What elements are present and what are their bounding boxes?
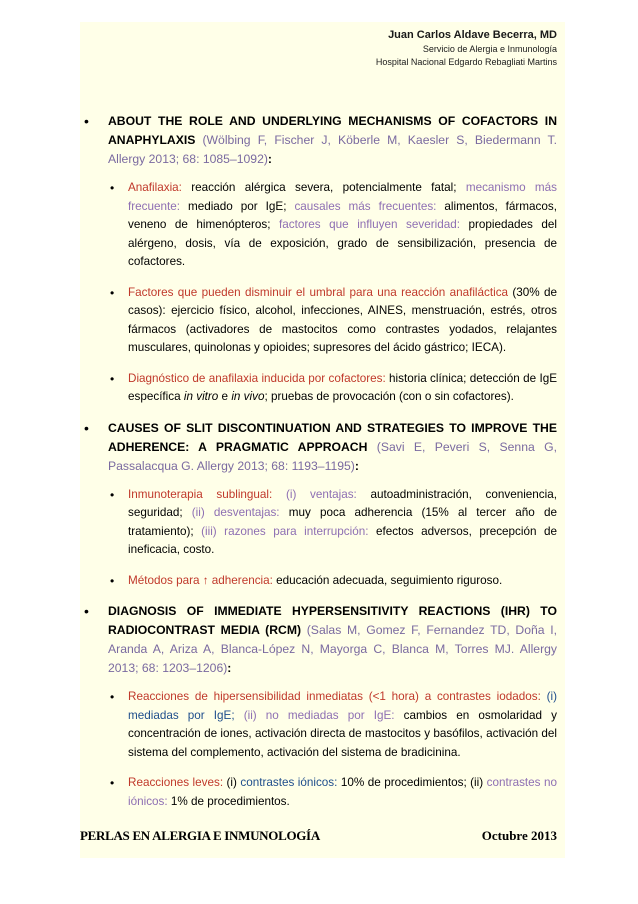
point-text: causales más frecuentes: <box>294 199 437 213</box>
article-section <box>80 112 565 407</box>
point-text: efectos adversos, precepción de ineficacia, costo. <box>128 524 557 556</box>
point-text: (i) ventajas: <box>272 487 357 501</box>
section-items <box>108 688 557 811</box>
article-section <box>80 602 565 811</box>
section-bullet: • <box>84 419 89 436</box>
point-text: 1% de procedimientos. <box>167 794 290 808</box>
point-text: historia clínica; detección de IgE específica <box>128 371 557 403</box>
point-bullet: • <box>110 690 115 704</box>
article-section <box>80 419 565 591</box>
point-text: autoadministración, conveniencia, seguridad; <box>128 487 557 519</box>
point-text: Reacciones de hipersensibilidad inmediatas (<1 hora) a contrastes iodados: <box>128 690 541 703</box>
point-bullet: • <box>110 573 115 588</box>
point-bullet: • <box>110 371 115 386</box>
author-hospital: Hospital Nacional Edgardo Rebagliati Martins <box>375 57 557 67</box>
section-title: DIAGNOSIS OF IMMEDIATE HYPERSENSITIVITY REACTIONS (IHR) TO RADIOCONTRAST MEDIA (RCM) <box>108 604 557 637</box>
point-bullet: • <box>110 285 115 300</box>
section-heading <box>108 419 557 476</box>
point-text: e <box>218 390 232 403</box>
point-text: contrastes no iónicos: <box>128 776 557 808</box>
point-bullet: • <box>110 487 115 502</box>
point-text: cambios en osmolaridad y concentración de iones, activación directa de mastocitos y basófilos, activación del sistema del complemento, activación del sistema de bradicinina. <box>128 708 557 759</box>
point-text: propiedades del alérgeno, dosis, vía de exposición, grado de sensibilización, presencia de cofactores. <box>128 218 557 268</box>
point-text: in vivo <box>231 390 265 403</box>
author-name: Juan Carlos Aldave Becerra, MD <box>388 29 557 41</box>
point-text: (i) mediadas por IgE; <box>128 690 557 722</box>
author-service: Servicio de Alergia e Inmunología <box>422 44 557 54</box>
point-text: mecanismo más frecuente: <box>128 181 557 213</box>
point-text: ; pruebas de provocación (con o sin cofactores). <box>264 390 514 403</box>
point-text: (30% de casos): ejercicio físico, alcohol, infecciones, AINES, menstruación, estrés, otros fármacos (activadores de mastocitos como contrastes yodados, relajantes musculares, quinolonas y opioides; supresores del ácido gástrico; IECA). <box>128 285 557 354</box>
point-text: contrastes iónicos: <box>240 776 338 789</box>
footer-publication: PERLAS EN ALERGIA E INMUNOLOGÍA <box>80 828 320 843</box>
point-bullet: • <box>110 181 115 195</box>
point-text: Anafilaxia: <box>128 181 182 194</box>
point-text: (ii) no mediadas por IgE: <box>234 708 395 722</box>
point-text: educación adecuada, seguimiento riguroso. <box>272 573 503 587</box>
section-bullet: • <box>84 603 89 619</box>
point-text: Diagnóstico de anafilaxia inducida por cofactores: <box>128 371 386 385</box>
point-bullet: • <box>110 776 115 790</box>
section-bullet: • <box>84 113 89 129</box>
section-citation: (Wölbing F, Fischer J, Köberle M, Kaesler S, Biedermann T. Allergy 2013; 68: 1085–1092) <box>108 133 558 166</box>
summary-point <box>108 688 557 762</box>
section-title: CAUSES OF SLIT DISCONTINUATION AND STRATEGIES TO IMPROVE THE ADHERENCE: A PRAGMATIC APPROACH <box>108 420 557 454</box>
footer-date: Octubre 2013 <box>481 828 557 843</box>
section-items <box>108 179 557 407</box>
point-text: Métodos para ↑ adherencia: <box>128 573 273 587</box>
point-text: Inmunoterapia sublingual: <box>128 487 273 501</box>
section-heading <box>108 112 557 169</box>
author-header <box>376 28 557 69</box>
point-text: in vitro <box>183 390 219 403</box>
section-items <box>108 486 557 591</box>
section-colon: : <box>354 458 359 473</box>
document-page <box>80 22 565 858</box>
article-list <box>80 112 565 823</box>
summary-point <box>108 486 557 560</box>
point-text: reacción alérgica severa, potencialmente fatal; <box>181 181 466 194</box>
point-text: (iii) razones para interrupción: <box>201 524 369 538</box>
point-text: alimentos, fármacos, veneno de himenópteros; <box>128 199 557 231</box>
point-text: (i) <box>223 776 241 789</box>
section-citation: (Savi E, Peveri S, Senna G, Passalacqua G. Allergy 2013; 68: 1193–1195) <box>108 439 557 473</box>
point-text: Reacciones leves: <box>128 776 224 789</box>
point-text: 10% de procedimientos; (ii) <box>337 776 487 789</box>
summary-point <box>108 284 557 358</box>
summary-point <box>108 370 557 407</box>
section-citation: (Salas M, Gomez F, Fernandez TD, Doña I, Aranda A, Ariza A, Blanca-López N, Mayorga C, Blanca M, Torres MJ. Allergy 2013; 68: 1203–1206) <box>108 623 558 675</box>
point-text: (ii) desventajas: <box>191 506 280 519</box>
section-heading <box>108 602 557 678</box>
section-colon: : <box>227 661 232 675</box>
point-text: factores que influyen severidad: <box>279 218 460 231</box>
section-title: ABOUT THE ROLE AND UNDERLYING MECHANISMS OF COFACTORS IN ANAPHYLAXIS <box>108 114 557 147</box>
point-text: Factores que pueden disminuir el umbral para una reacción anafiláctica <box>128 285 509 299</box>
summary-point <box>108 572 557 591</box>
page-footer <box>80 828 565 850</box>
section-colon: : <box>267 152 272 166</box>
summary-point <box>108 179 557 272</box>
summary-point <box>108 774 557 811</box>
point-text: muy poca adherencia (15% al tercer año de tratamiento); <box>128 506 557 538</box>
point-text: mediado por IgE; <box>179 199 295 213</box>
